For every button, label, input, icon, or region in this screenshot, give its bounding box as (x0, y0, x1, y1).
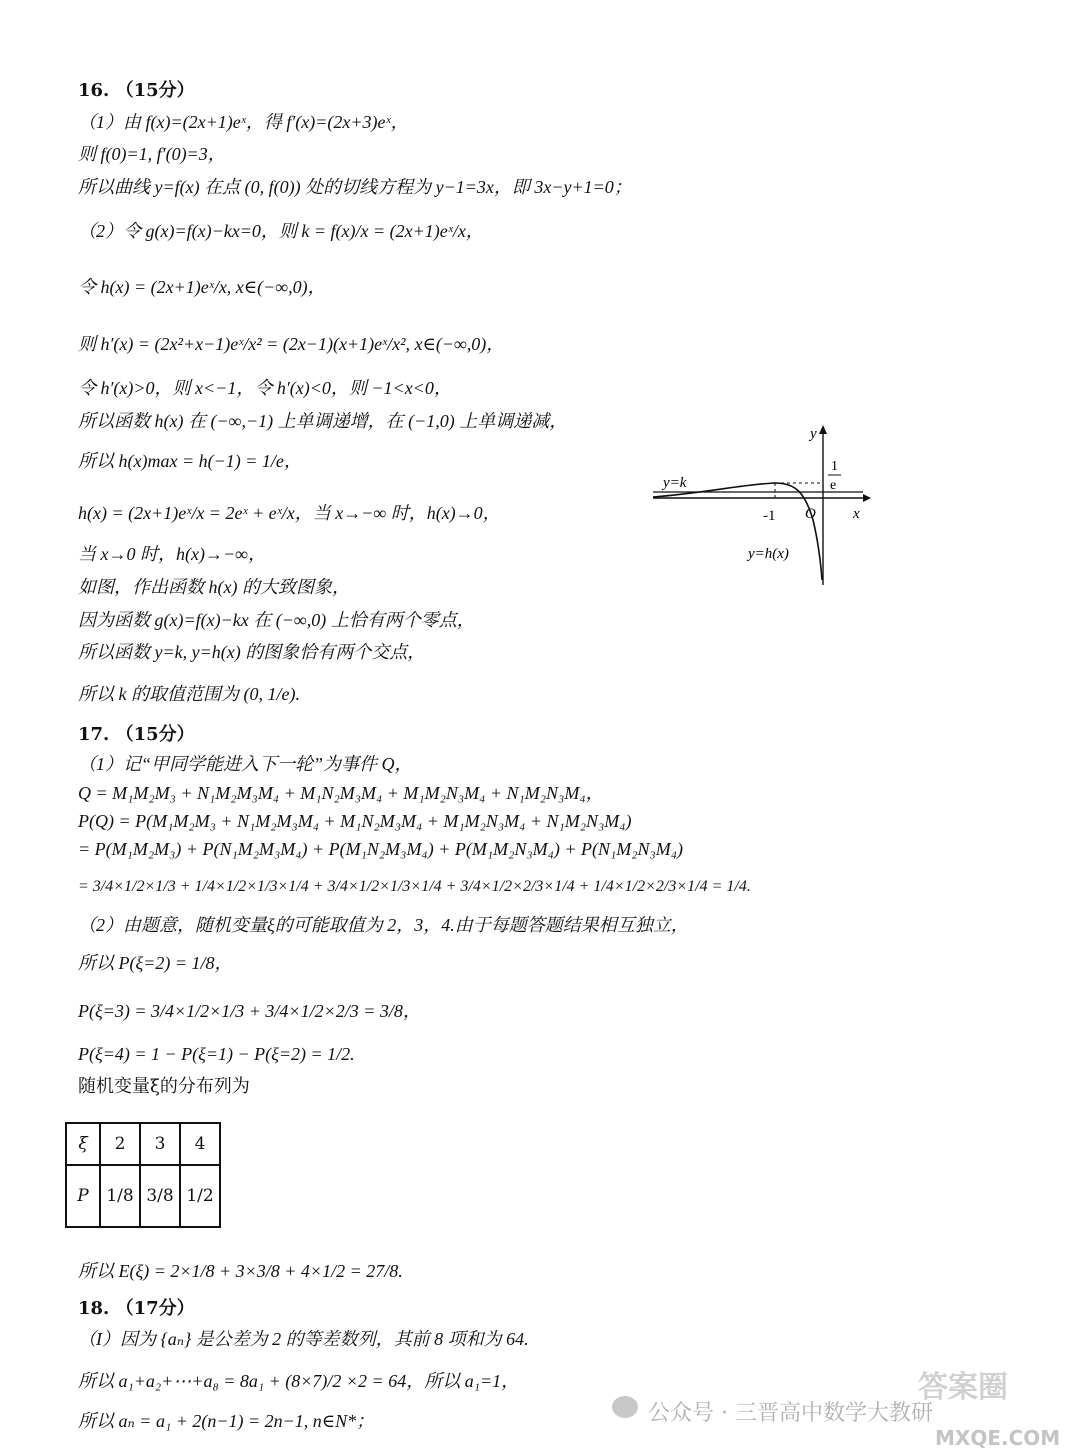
q16-line-7: 则 h′(x) = (2x²+x−1)eˣ/x² = (2x−1)(x+1)eˣ/x², x∈(−∞,0)， (78, 334, 505, 354)
table-cell: 3/8 (140, 1165, 180, 1227)
q17-line-2: Q = M₁M₂M₃ + N₁M₂M₃M₄ + M₁N₂M₃M₄ + M₁M₂N₃M₄ + N₁M₂N₃M₄， (78, 783, 604, 803)
q17-line-8: P(ξ=3) = 3/4×1/2×1/3 + 3/4×1/2×2/3 = 3/8， (78, 1001, 421, 1021)
label-one: 1 (831, 459, 838, 474)
label-x: x (853, 506, 860, 522)
table-cell: 1/8 (100, 1165, 140, 1227)
q16-line-16: 所以 k 的取值范围为 (0, 1/e). (78, 684, 300, 704)
watermark-logo: 答案圈 (918, 1370, 1008, 1405)
label-origin: O (805, 506, 816, 522)
q16-line-8: 令 h′(x)>0，则 x<−1，令 h′(x)<0，则 −1<x<0， (78, 378, 452, 398)
q16-line-2: 则 f(0)=1, f′(0)=3， (78, 144, 226, 164)
q17-line-7: 所以 P(ξ=2) = 1/8， (78, 953, 233, 973)
table-cell: 1/2 (180, 1165, 220, 1227)
q16-line-15: 所以函数 y=k, y=h(x) 的图象恰有两个交点， (78, 642, 426, 662)
table-cell: 4 (180, 1123, 220, 1165)
watermark-site: MXQE.COM (935, 1426, 1061, 1450)
q17-line-9: P(ξ=4) = 1 − P(ξ=1) − P(ξ=2) = 1/2. (78, 1044, 355, 1064)
q16-line-1: （1）由 f(x)=(2x+1)eˣ，得 f′(x)=(2x+3)eˣ， (78, 112, 409, 132)
q18-line-2: 所以 a₁+a₂+⋯+a₈ = 8a₁ + (8×7)/2 ×2 = 64，所以 a₁=1， (78, 1371, 520, 1391)
q16-heading: 16. （15分） (78, 80, 195, 101)
q17-line-4: = P(M₁M₂M₃) + P(N₁M₂M₃M₄) + P(M₁N₂M₃M₄) + P(M₁M₂N₃M₄) + P(N₁M₂N₃M₄) (78, 839, 683, 859)
x-axis-arrow (863, 494, 871, 502)
wechat-icon (612, 1396, 638, 1418)
q16-line-10: 所以 h(x)max = h(−1) = 1/e， (78, 451, 302, 471)
distribution-table (65, 1122, 221, 1228)
q16-line-6: 令 h(x) = (2x+1)eˣ/x, x∈(−∞,0)， (78, 277, 326, 297)
q16-line-14: 因为函数 g(x)=f(x)−kx 在 (−∞,0) 上恰有两个零点， (78, 610, 475, 630)
q18-line-3: 所以 aₙ = a₁ + 2(n−1) = 2n−1, n∈N*； (78, 1411, 375, 1431)
table-cell: ξ (66, 1123, 100, 1165)
q17-line-10: 随机变量ξ的分布列为 (78, 1076, 250, 1097)
q16-line-9: 所以函数 h(x) 在 (−∞,−1) 上单调递增，在 (−1,0) 上单调递减， (78, 411, 568, 431)
q16-line-13: 如图，作出函数 h(x) 的大致图象， (78, 577, 350, 597)
label-neg1: -1 (763, 508, 776, 524)
q18-heading: 18. （17分） (78, 1298, 195, 1319)
q16-line-3: 所以曲线 y=f(x) 在点 (0, f(0)) 处的切线方程为 y−1=3x，即 3x−y+1=0； (78, 177, 632, 197)
q17-line-1: （1）记“甲同学能进入下一轮”为事件 Q， (78, 754, 413, 774)
q16-line-12: 当 x→0 时，h(x)→−∞， (78, 544, 266, 564)
table-cell: 2 (100, 1123, 140, 1165)
y-axis-arrow (819, 425, 827, 434)
q16-line-11: h(x) = (2x+1)eˣ/x = 2eˣ + eˣ/x，当 x→−∞ 时，h(x)→0， (78, 503, 501, 523)
label-h: y=h(x) (748, 546, 789, 562)
table-cell: 3 (140, 1123, 180, 1165)
label-k: y=k (663, 475, 687, 491)
table-row (66, 1165, 220, 1227)
table-row (66, 1123, 220, 1165)
q17-line-6: （2）由题意，随机变量ξ的可能取值为 2，3，4.由于每题答题结果相互独立， (78, 915, 689, 935)
q17-expectation: 所以 E(ξ) = 2×1/8 + 3×3/8 + 4×1/2 = 27/8. (78, 1261, 403, 1281)
function-graph (645, 420, 875, 590)
q16-line-5: （2）令 g(x)=f(x)−kx=0，则 k = f(x)/x = (2x+1)eˣ/x， (78, 221, 484, 241)
watermark-account: 公众号 · 三晋高中数学大教研 (648, 1401, 933, 1426)
q17-heading: 17. （15分） (78, 724, 195, 745)
label-e: e (830, 478, 837, 493)
table-cell: P (66, 1165, 100, 1227)
label-y: y (810, 426, 817, 442)
q17-line-5: = 3/4×1/2×1/3 + 1/4×1/2×1/3×1/4 + 3/4×1/2×1/3×1/4 + 3/4×1/2×2/3×1/4 + 1/4×1/2×2/3×1/4 = 1/4. (78, 878, 751, 895)
q17-line-3: P(Q) = P(M₁M₂M₃ + N₁M₂M₃M₄ + M₁N₂M₃M₄ + M₁M₂N₃M₄ + N₁M₂N₃M₄) (78, 811, 632, 831)
q18-line-1: （I）因为 {aₙ} 是公差为 2 的等差数列，其前 8 项和为 64. (78, 1329, 529, 1349)
